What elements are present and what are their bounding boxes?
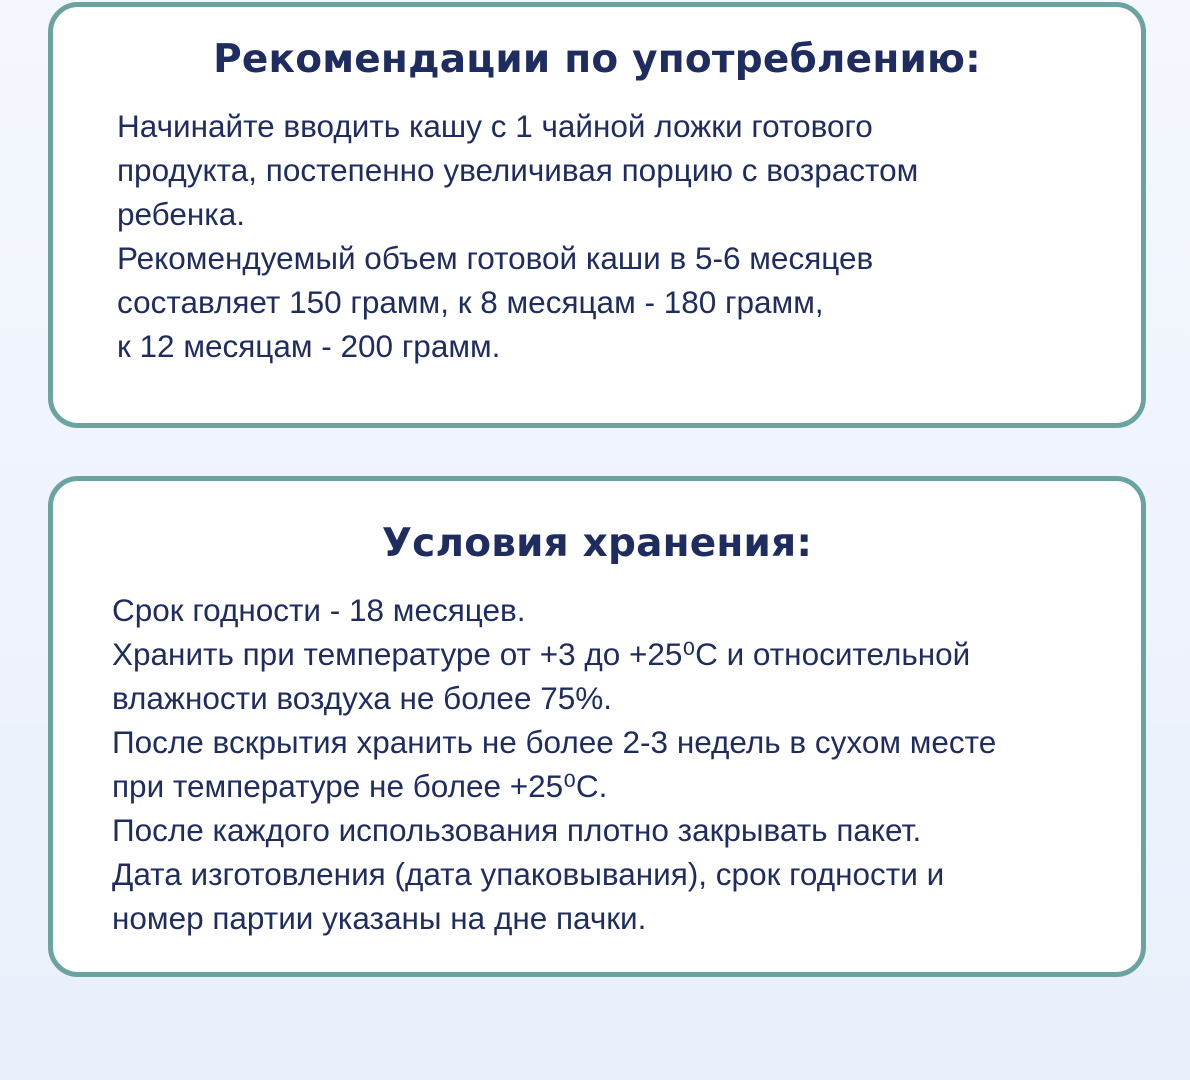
- usage-text-line: Начинайте вводить кашу с 1 чайной ложки готового: [117, 108, 873, 144]
- storage-text-line: Срок годности - 18 месяцев.: [112, 592, 526, 628]
- storage-text-line: номер партии указаны на дне пачки.: [112, 900, 647, 936]
- storage-conditions-card: [48, 476, 1146, 977]
- usage-text-line: Рекомендуемый объем готовой каши в 5-6 месяцев: [117, 240, 874, 276]
- storage-text-line: при температуре не более +25⁰С.: [112, 768, 608, 804]
- storage-text-line: влажности воздуха не более 75%.: [112, 680, 613, 716]
- usage-recommendations-card: [48, 2, 1146, 428]
- storage-text-line: После каждого использования плотно закрывать пакет.: [112, 812, 922, 848]
- storage-text-line: Хранить при температуре от +3 до +25⁰С и относительной: [112, 636, 971, 672]
- storage-text-line: После вскрытия хранить не более 2-3 недель в сухом месте: [112, 724, 997, 760]
- storage-conditions-title: Условия хранения:: [381, 521, 813, 566]
- usage-text-line: к 12 месяцам - 200 грамм.: [117, 328, 501, 364]
- storage-conditions-text: [112, 588, 1141, 940]
- usage-recommendations-title: Рекомендации по употреблению:: [213, 37, 981, 82]
- usage-text-line: продукта, постепенно увеличивая порцию с возрастом: [117, 152, 919, 188]
- usage-recommendations-text: [117, 104, 1141, 368]
- storage-text-line: Дата изготовления (дата упаковывания), срок годности и: [112, 856, 945, 892]
- usage-text-line: составляет 150 грамм, к 8 месяцам - 180 грамм,: [117, 284, 824, 320]
- usage-text-line: ребенка.: [117, 196, 246, 232]
